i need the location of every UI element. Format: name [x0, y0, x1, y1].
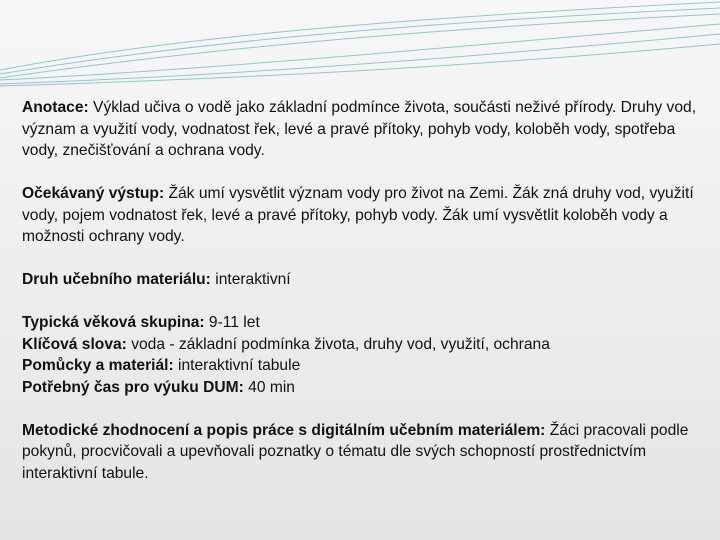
material-type-label: Druh učebního materiálu:	[22, 271, 211, 288]
tools-paragraph	[22, 355, 702, 377]
time-paragraph	[22, 377, 702, 399]
methodology-text: Žáci pracovali podle pokynů, procvičovali a upevňovali poznatky o tématu dle svých schopností prostřednictvím interaktivní tabule.	[22, 421, 689, 482]
age-group-label: Typická věková skupina:	[22, 314, 205, 331]
tools-label: Pomůcky a materiál:	[22, 357, 174, 374]
keywords-text: voda - základní podmínka života, druhy vod, využití, ochrana	[126, 335, 550, 353]
expected-outcome-paragraph	[22, 183, 702, 248]
expected-outcome-text: Žák umí vysvětlit význam vody pro život na Zemi. Žák zná druhy vod, využití vody, pojem vodnatost řek, levé a pravé přítoky, pohyb vody. Žák umí vysvětlit koloběh vody a možnosti ochrany vody.	[22, 185, 694, 245]
time-text: 40 min	[243, 378, 295, 396]
methodology-paragraph	[22, 420, 702, 485]
annotation-text: Výklad učiva o vodě jako základní podmínce života, součásti neživé přírody. Druhy vod, význam a využití vody, vodnatost řek, levé a pravé přítoky, pohyb vody, koloběh vody, spotřeba vody, znečišťování a ochrana vody.	[22, 99, 697, 159]
age-group-text: 9-11 let	[204, 314, 260, 331]
annotation-paragraph	[22, 97, 702, 162]
tools-text: interaktivní tabule	[173, 357, 301, 374]
wave-decoration	[0, 0, 720, 90]
annotation-label: Anotace:	[22, 99, 89, 116]
annotation-content	[22, 97, 702, 484]
age-group-paragraph	[22, 312, 702, 334]
expected-outcome-label: Očekávaný výstup:	[22, 185, 165, 202]
material-type-paragraph	[22, 269, 702, 291]
keywords-label: Klíčová slova:	[22, 335, 127, 353]
time-label: Potřebný čas pro výuku DUM:	[22, 378, 244, 396]
material-type-text: interaktivní	[210, 271, 291, 288]
keywords-paragraph	[22, 334, 702, 356]
methodology-label: Metodické zhodnocení a popis práce s digitálním učebním materiálem:	[22, 421, 546, 439]
